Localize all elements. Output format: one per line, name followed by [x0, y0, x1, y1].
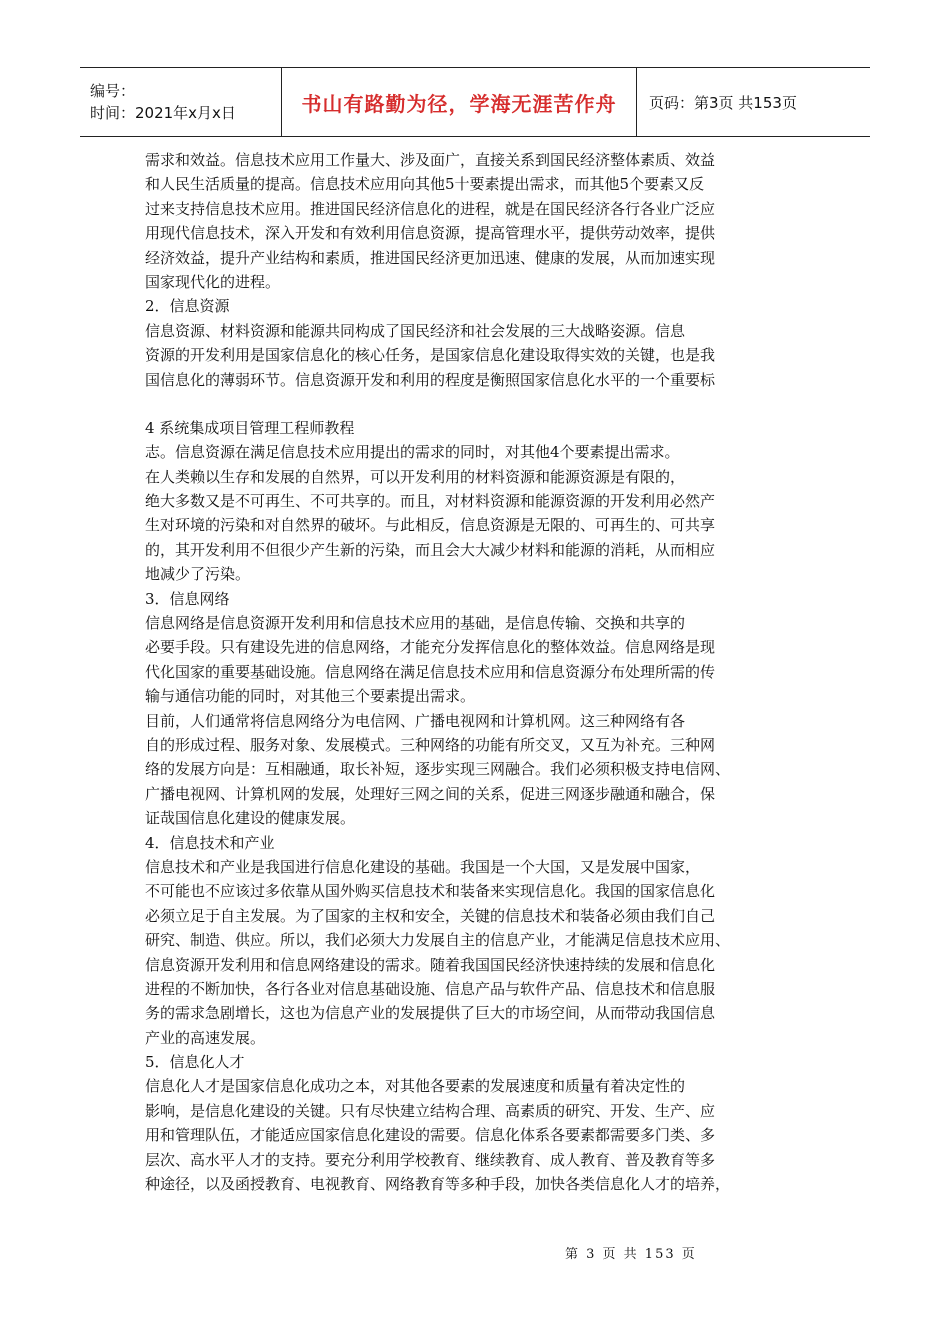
- text-line: 产业的高速发展。: [145, 1028, 266, 1047]
- text-line: 国家现代化的进程。: [145, 272, 281, 291]
- text-line: 资源的开发利用是国家信息化的核心任务，是国家信息化建设取得实效的关键，也是我: [145, 346, 716, 365]
- footer-page-number: 第 3 页 共 153 页: [565, 1247, 697, 1262]
- text-line: 输与通信功能的同时，对其他三个要素提出需求。: [145, 687, 476, 706]
- text-line: 种途径，以及函授教育、电视教育、网络教育等多种手段，加快各类信息化人才的培养，: [145, 1175, 731, 1194]
- text-line: 自的形成过程、服务对象、发展模式。三种网络的功能有所交叉，又互为补充。三种网: [145, 735, 716, 754]
- header-motto: [282, 68, 637, 136]
- page-footer: [565, 1243, 697, 1262]
- text-line: 经济效益，提升产业结构和素质，推进国民经济更加迅速、健康的发展，从而加速实现: [145, 248, 716, 267]
- text-line: 务的需求急剧增长，这也为信息产业的发展提供了巨大的市场空间，从而带动我国信息: [145, 1004, 716, 1023]
- text-line: 生对环境的污染和对自然界的破坏。与此相反，信息资源是无限的、可再生的、可共享: [145, 516, 716, 535]
- text-line: 用现代信息技术，深入开发和有效利用信息资源，提高管理水平，提供劳动效率，提供: [145, 224, 716, 243]
- text-line: 络的发展方向是：互相融通，取长补短，逐步实现三网融合。我们必须积极支持电信网、: [145, 760, 731, 779]
- header-page-info: [637, 68, 870, 136]
- text-line: 地减少了污染。: [145, 565, 251, 584]
- text-line: 4．信息技术和产业: [145, 833, 275, 852]
- text-line: 绝大多数又是不可再生、不可共享的。而且，对材料资源和能源资源的开发利用必然产: [145, 492, 716, 511]
- text-line: 进程的不断加快，各行各业对信息基础设施、信息产品与软件产品、信息技术和信息服: [145, 979, 716, 998]
- text-line: 3．信息网络: [145, 589, 230, 608]
- text-line: 信息网络是信息资源开发利用和信息技术应用的基础，是信息传输、交换和共享的: [145, 614, 686, 633]
- text-line: 5．信息化人才: [145, 1053, 245, 1072]
- body-part-1: [145, 148, 805, 392]
- motto-text: 书山有路勤为径，学海无涯苦作舟: [301, 91, 617, 116]
- text-line: 在人类赖以生存和发展的自然界，可以开发利用的材料资源和能源资源是有限的，: [145, 467, 686, 486]
- text-line: 用和管理队伍，才能适应国家信息化建设的需要。信息化体系各要素都需要多门类、多: [145, 1126, 716, 1145]
- text-line: 和人民生活质量的提高。信息技术应用向其他5十要素提出需求，而其他5个要素又反: [145, 175, 705, 194]
- text-line: 信息资源、材料资源和能源共同构成了国民经济和社会发展的三大战略姿源。信息: [145, 321, 686, 340]
- text-line: 信息资源开发利用和信息网络建设的需求。随着我国国民经济快速持续的发展和信息化: [145, 955, 716, 974]
- text-line: 不可能也不应该过多依靠从国外购买信息技术和装备来实现信息化。我国的国家信息化: [145, 882, 716, 901]
- body-part-2: [145, 416, 805, 1197]
- text-line: 必要手段。只有建设先进的信息网络，才能充分发挥信息化的整体效益。信息网络是现: [145, 638, 716, 657]
- text-line: 目前，人们通常将信息网络分为电信网、广播电视网和计算机网。这三种网络有各: [145, 711, 686, 730]
- text-line: 志。信息资源在满足信息技术应用提出的需求的同时，对其他4个要素提出需求。: [145, 443, 680, 462]
- text-line: 层次、高水平人才的支持。要充分利用学校教育、继续教育、成人教育、普及教育等多: [145, 1150, 716, 1169]
- text-line: 广播电视网、计算机网的发展，处理好三网之间的关系，促进三网逐步融通和融合，保: [145, 784, 716, 803]
- document-body: [145, 148, 805, 1196]
- text-line: 代化国家的重要基础设施。信息网络在满足信息技术应用和信息资源分布处理所需的传: [145, 662, 716, 681]
- text-line: 信息技术和产业是我国进行信息化建设的基础。我国是一个大国，又是发展中国家，: [145, 857, 701, 876]
- document-time-label: 时间：2021年x月x日: [90, 104, 236, 122]
- header-meta: [80, 68, 282, 136]
- text-line: 4 系统集成项目管理工程师教程: [145, 418, 355, 437]
- text-line: 信息化人才是国家信息化成功之本，对其他各要素的发展速度和质量有着决定性的: [145, 1077, 686, 1096]
- page-info-text: 页码：第3页 共153页: [649, 93, 797, 112]
- text-line: 国信息化的薄弱环节。信息资源开发和利用的程度是衡照国家信息化水平的一个重要标: [145, 370, 716, 389]
- text-line: 过来支持信息技术应用。推进国民经济信息化的进程，就是在国民经济各行各业广泛应: [145, 199, 716, 218]
- text-line: 2．信息资源: [145, 297, 230, 316]
- text-line: 研究、制造、供应。所以，我们必须大力发展自主的信息产业，才能满足信息技术应用、: [145, 931, 731, 950]
- text-line: 的，其开发利用不但很少产生新的污染，而且会大大减少材料和能源的消耗，从而相应: [145, 540, 716, 559]
- document-header: [80, 67, 870, 137]
- text-line: 影响，是信息化建设的关键。只有尽快建立结构合理、高素质的研究、开发、生产、应: [145, 1101, 716, 1120]
- text-line: 证哉国信息化建设的健康发展。: [145, 809, 356, 828]
- document-number-label: 编号：: [90, 82, 136, 100]
- text-line: 需求和效益。信息技术应用工作量大、涉及面广，直接关系到国民经济整体素质、效益: [145, 151, 716, 169]
- text-line: 必须立足于自主发展。为了国家的主权和安全，关键的信息技术和装备必须由我们自己: [145, 906, 716, 925]
